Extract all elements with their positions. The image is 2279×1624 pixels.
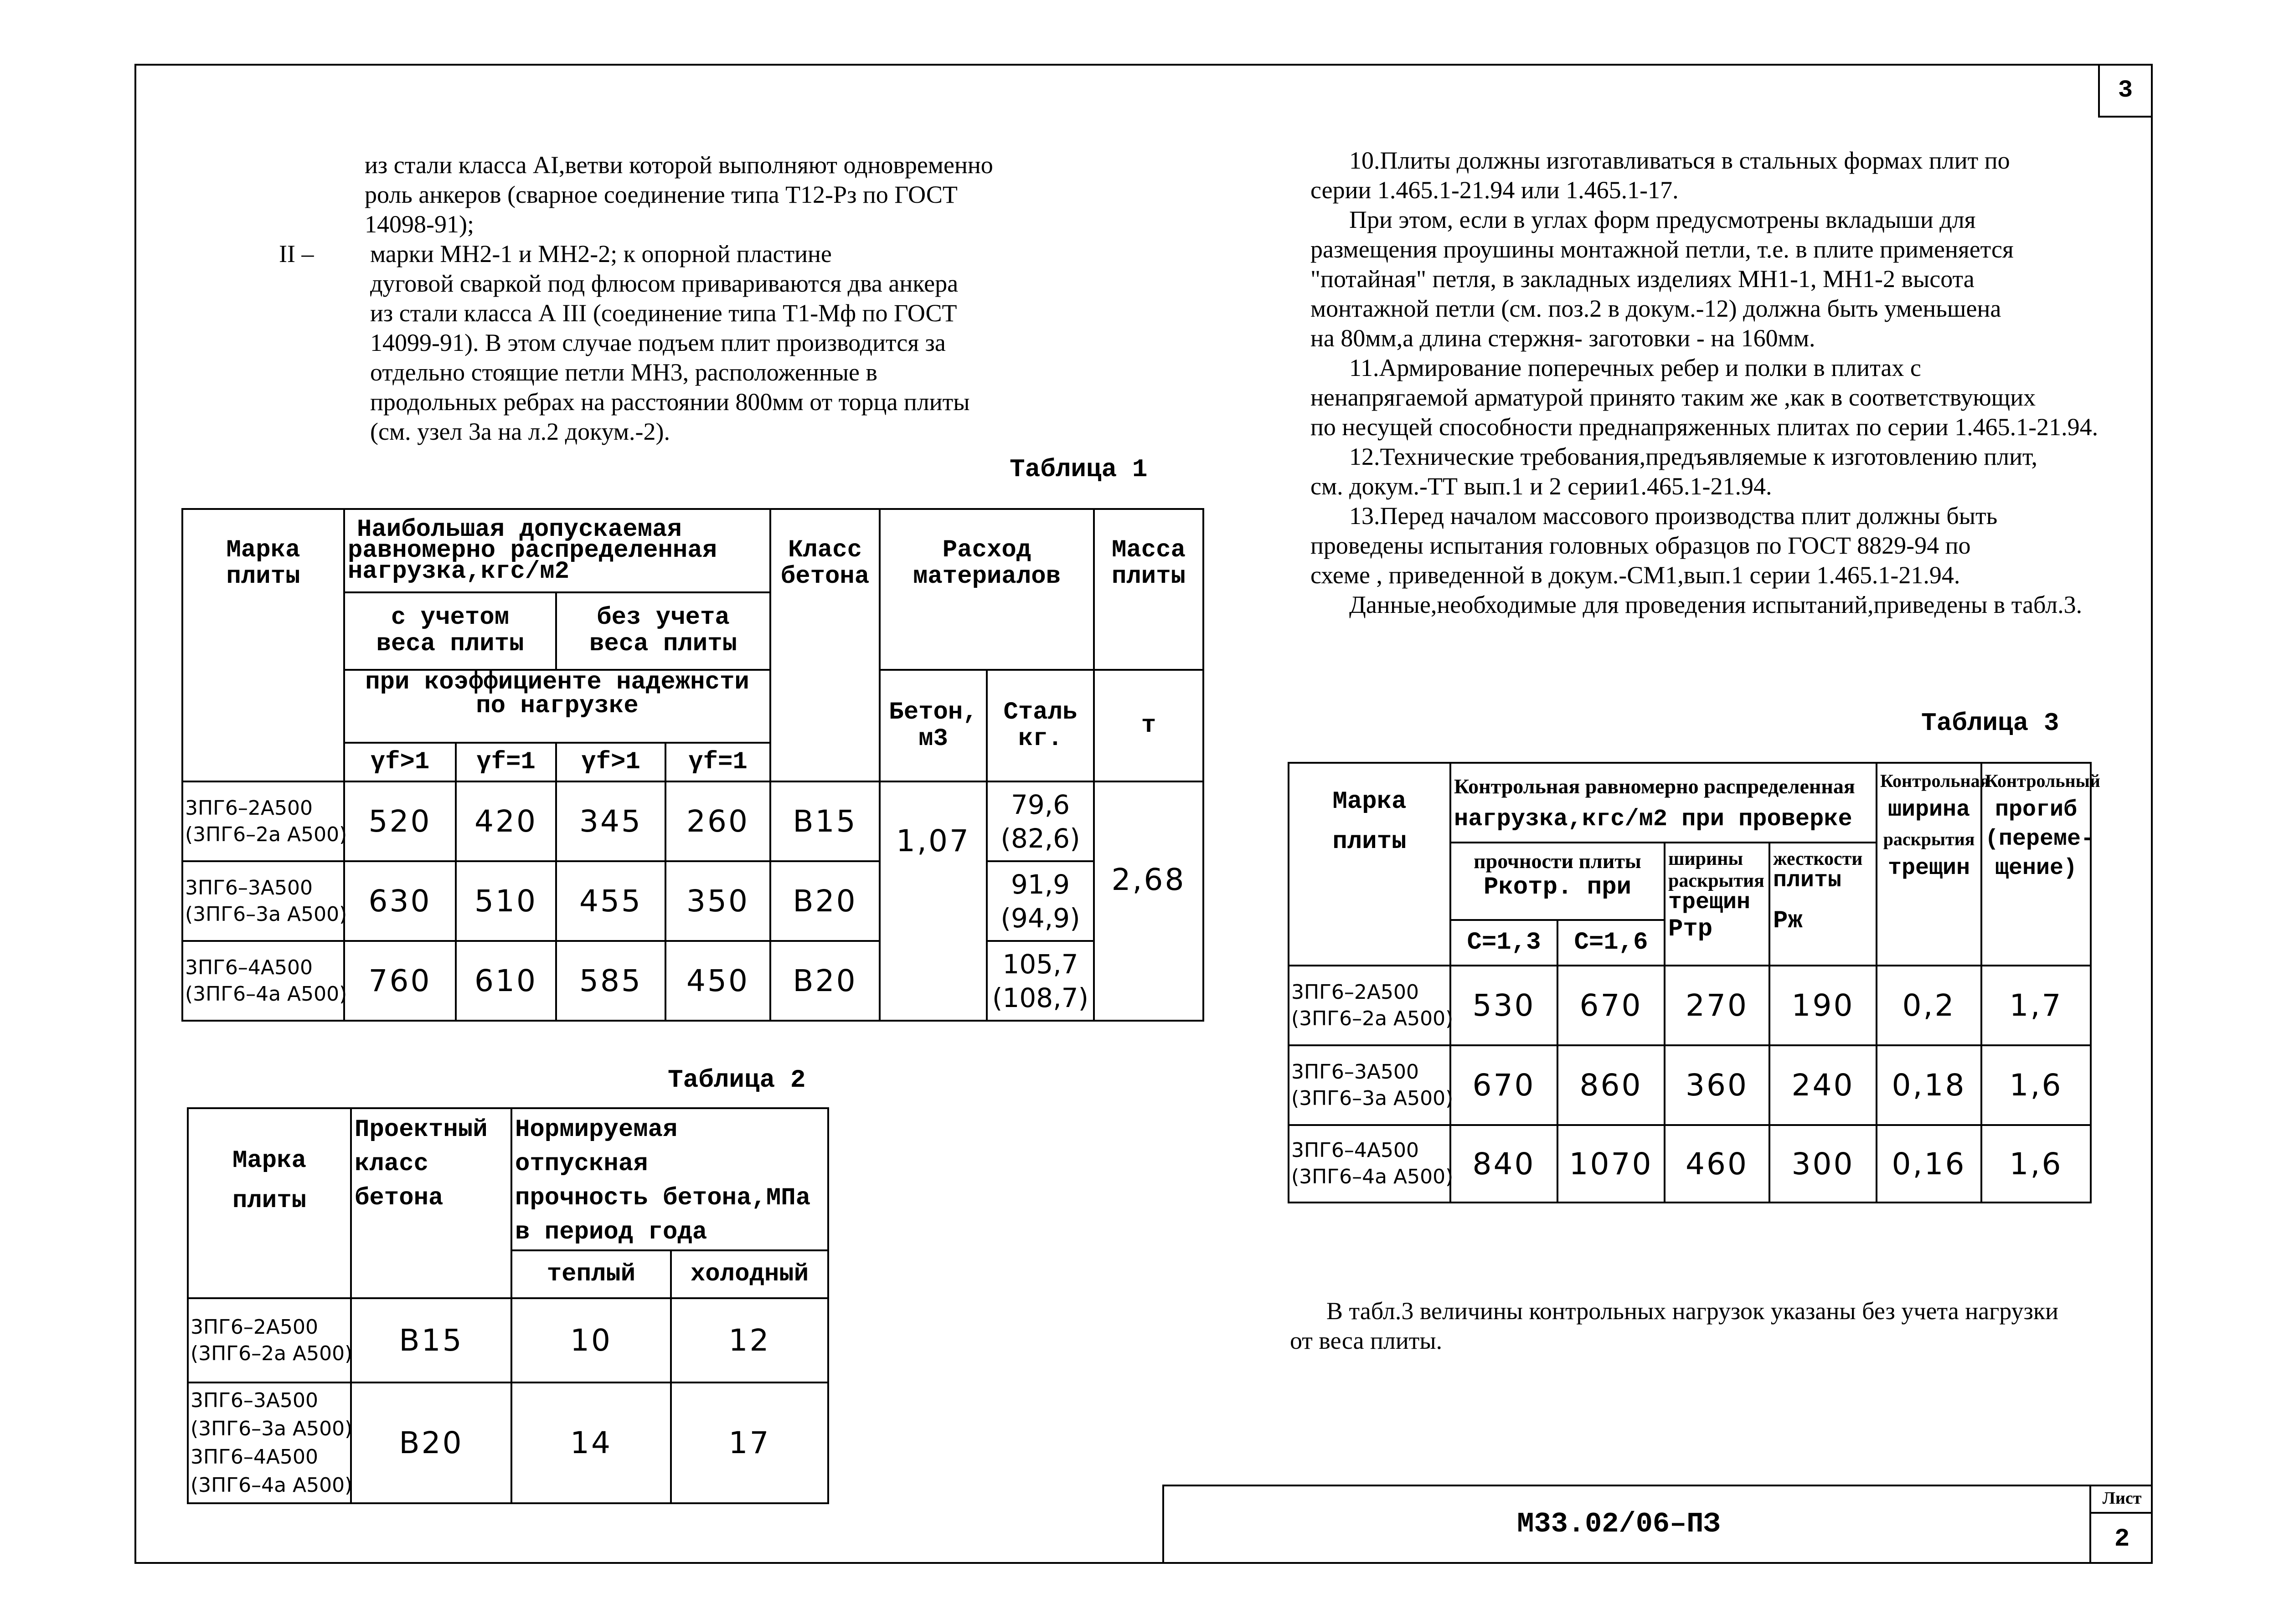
t3-cell: 360 [1665, 1045, 1769, 1125]
t1-cell: 510 [456, 861, 556, 941]
table2 [187, 1107, 829, 1504]
t1-cell: 610 [456, 941, 556, 1021]
t1-header-without-weight: без учета веса плиты [556, 592, 770, 670]
t1-cell: 630 [344, 861, 456, 941]
right-line: 12.Технические требования,предъявляемые к изготовлению плит, [1349, 443, 2038, 470]
right-line: При этом, если в углах форм предусмотрены вкладыши для [1349, 206, 1976, 233]
t2-cold: 17 [671, 1382, 828, 1503]
t1-header-load: Наибольшая допускаемая равномерно распределенная нагрузка,кгс/м2 [344, 509, 770, 592]
t2-class: B15 [351, 1298, 511, 1382]
table-row [1289, 1125, 2091, 1203]
t1-cell: 420 [456, 781, 556, 861]
right-line: размещения проушины монтажной петли, т.е. в плите применяется [1310, 236, 2014, 263]
right-line: на 80мм,а длина стержня- заготовки - на 160мм. [1310, 324, 1815, 352]
t1-header-mass: Масса плиты [1094, 509, 1203, 670]
t3-cell: 0,16 [1877, 1125, 1981, 1203]
t1-class: B20 [770, 861, 880, 941]
t1-gamma: γf>1 [556, 743, 665, 781]
table-row [182, 781, 1203, 861]
t1-cell: 350 [665, 861, 770, 941]
left-line: марки МН2-1 и МН2-2; к опорной пластине [370, 240, 832, 267]
left-line: отдельно стоящие петли МН3, расположенные в [370, 359, 878, 386]
t3-cell: 840 [1450, 1125, 1557, 1203]
t3-cell: 300 [1769, 1125, 1877, 1203]
left-line: (см. узел 3а на л.2 докум.-2). [370, 418, 670, 445]
table3-caption: Таблица 3 [1921, 709, 2059, 738]
left-line: из стали класса AI,ветви которой выполняют одновременно [365, 151, 993, 179]
t3-header-mark: Марка плиты [1289, 763, 1450, 966]
t1-header-mark: Марка плиты [182, 509, 344, 781]
t3-header-c13: С=1,3 [1450, 920, 1557, 966]
table1-caption: Таблица 1 [1010, 455, 1148, 484]
table-row [1289, 966, 2091, 1045]
left-line: 14098-91); [365, 211, 474, 238]
t3-cell: 240 [1769, 1045, 1877, 1125]
t2-header-strength: Нормируемая отпускная прочность бетона,МПа в период года [511, 1108, 828, 1250]
t1-cell: 760 [344, 941, 456, 1021]
right-line: проведены испытания головных образцов по ГОСТ 8829-94 по [1310, 532, 1971, 559]
right-line: схеме , приведенной в докум.-СМ1,вып.1 серии 1.465.1-21.94. [1310, 561, 1960, 589]
t1-header-coef: при коэффициенте надежнсти по нагрузке [344, 670, 770, 743]
table-row [1289, 1045, 2091, 1125]
page-number: 3 [2118, 77, 2133, 104]
sheet-number: 2 [2114, 1524, 2130, 1553]
right-line: Данные,необходимые для проведения испытаний,приведены в табл.3. [1349, 591, 2083, 618]
t1-gamma: γf>1 [344, 743, 456, 781]
right-line: 11.Армирование поперечных ребер и полки в плитах с [1349, 354, 1921, 381]
t3-cell: 1,6 [1981, 1045, 2091, 1125]
t1-cell: 455 [556, 861, 665, 941]
table-row [188, 1382, 828, 1503]
t3-cell: 1,6 [1981, 1125, 2091, 1203]
t1-cell: 585 [556, 941, 665, 1021]
t3-header-width: Контрольная ширина раскрытия трещин [1877, 763, 1981, 966]
t2-header-cold: холодный [671, 1250, 828, 1298]
t3-cell: 190 [1769, 966, 1877, 1045]
right-line: монтажной петли (см. поз.2 в докум.-12) должна быть уменьшена [1310, 295, 2001, 322]
t3-cell: 0,2 [1877, 966, 1981, 1045]
t1-mass: 2,68 [1094, 781, 1203, 1021]
t3-cell: 670 [1450, 1045, 1557, 1125]
t1-cell: 450 [665, 941, 770, 1021]
table2-caption: Таблица 2 [668, 1065, 806, 1095]
right-line: 10.Плиты должны изготавливаться в стальных формах плит по [1349, 147, 2010, 174]
t2-cold: 12 [671, 1298, 828, 1382]
t1-class: B20 [770, 941, 880, 1021]
left-line: 14099-91). В этом случае подъем плит производится за [370, 329, 946, 356]
t1-header-concrete: Бетон, м3 [880, 670, 987, 781]
t2-warm: 10 [511, 1298, 671, 1382]
t1-cell: 520 [344, 781, 456, 861]
t2-mark: 3ПГ6–2А500 (3ПГ6–2а А500) [188, 1298, 351, 1382]
t1-header-class: Класс бетона [770, 509, 880, 781]
t3-cell: 0,18 [1877, 1045, 1981, 1125]
right-line: см. докум.-ТТ вып.1 и 2 серии1.465.1-21.94. [1310, 473, 1772, 500]
document-code: М33.02/06–ПЗ [1517, 1508, 1721, 1540]
sheet-cell [2089, 1485, 2153, 1564]
t3-header-load: Контрольная равномерно распределенная нагрузка,кгс/м2 при проверке [1450, 763, 1877, 843]
left-line: дуговой сваркой под флюсом привариваются два анкера [370, 270, 959, 297]
t2-mark: 3ПГ6–3А500 (3ПГ6–3а А500) 3ПГ6–4А500 (3ПГ6–4а А500) [188, 1382, 351, 1503]
t3-cell: 670 [1557, 966, 1665, 1045]
title-block [1162, 1485, 2153, 1564]
t1-concrete: 1,07 [880, 781, 987, 1021]
t3-cell: 460 [1665, 1125, 1769, 1203]
t3-header-crack: ширины раскрытия трещин Ртр [1665, 843, 1769, 966]
t2-class: B20 [351, 1382, 511, 1503]
left-line: продольных ребрах на расстоянии 800мм от торца плиты [370, 388, 970, 416]
right-line: серии 1.465.1-21.94 или 1.465.1-17. [1310, 176, 1679, 204]
t1-header-with-weight: с учетом веса плиты [344, 592, 556, 670]
list-marker: II – [279, 240, 314, 267]
note-line: В табл.3 величины контрольных нагрузок указаны без учета нагрузки [1326, 1297, 2058, 1325]
right-line: ненапрягаемой арматурой принято таким же ,как в соответствующих [1310, 384, 2036, 411]
t3-header-c16: С=1,6 [1557, 920, 1665, 966]
t2-warm: 14 [511, 1382, 671, 1503]
t3-mark: 3ПГ6–4А500 (3ПГ6–4а А500) [1289, 1125, 1450, 1203]
t3-header-stiffness: жесткости плиты Рж [1769, 843, 1877, 966]
t1-gamma: γf=1 [665, 743, 770, 781]
t1-gamma: γf=1 [456, 743, 556, 781]
sheet-label: Лист [2091, 1485, 2153, 1514]
note-line: от веса плиты. [1290, 1327, 1443, 1354]
t2-header-class: Проектный класс бетона [351, 1108, 511, 1298]
right-line: по несущей способности преднапряженных плитах по серии 1.465.1-21.94. [1310, 413, 2099, 441]
t1-steel: 79,6 (82,6) [987, 781, 1094, 861]
table3 [1288, 762, 2100, 1203]
t3-cell: 1070 [1557, 1125, 1665, 1203]
right-line: "потайная" петля, в закладных изделиях МН1-1, МН1-2 высота [1310, 265, 1975, 293]
table-row [188, 1298, 828, 1382]
t1-mark: 3ПГ6–4А500 (3ПГ6–4а А500) [182, 941, 344, 1021]
t2-header-mark: Марка плиты [188, 1108, 351, 1298]
t3-header-deflection: Контрольный прогиб (переме- щение) [1981, 763, 2091, 966]
t1-header-mass-unit: т [1094, 670, 1203, 781]
t1-class: B15 [770, 781, 880, 861]
t1-mark: 3ПГ6–2А500 (3ПГ6–2а А500) [182, 781, 344, 861]
table-row [182, 941, 1203, 1021]
t1-cell: 260 [665, 781, 770, 861]
t1-mark: 3ПГ6–3А500 (3ПГ6–3а А500) [182, 861, 344, 941]
t3-cell: 1,7 [1981, 966, 2091, 1045]
table-row [182, 861, 1203, 941]
t1-header-consumption: Расход материалов [880, 509, 1094, 670]
t3-cell: 270 [1665, 966, 1769, 1045]
left-line: роль анкеров (сварное соединение типа Т12-Рз по ГОСТ [365, 181, 958, 208]
t3-mark: 3ПГ6–3А500 (3ПГ6–3а А500) [1289, 1045, 1450, 1125]
right-line: 13.Перед началом массового производства плит должны быть [1349, 502, 1998, 529]
t3-cell: 860 [1557, 1045, 1665, 1125]
t3-mark: 3ПГ6–2А500 (3ПГ6–2а А500) [1289, 966, 1450, 1045]
left-line: из стали класса А III (соединение типа Т1-Мф по ГОСТ [370, 299, 957, 327]
t1-steel: 91,9 (94,9) [987, 861, 1094, 941]
table1 [181, 508, 1204, 1022]
page-number-box [2098, 64, 2153, 118]
t1-cell: 345 [556, 781, 665, 861]
t1-header-steel: Сталь кг. [987, 670, 1094, 781]
t3-header-strength: прочности плиты Ркотр. при [1450, 843, 1665, 920]
t1-steel: 105,7 (108,7) [987, 941, 1094, 1021]
t3-cell: 530 [1450, 966, 1557, 1045]
t2-header-warm: теплый [511, 1250, 671, 1298]
